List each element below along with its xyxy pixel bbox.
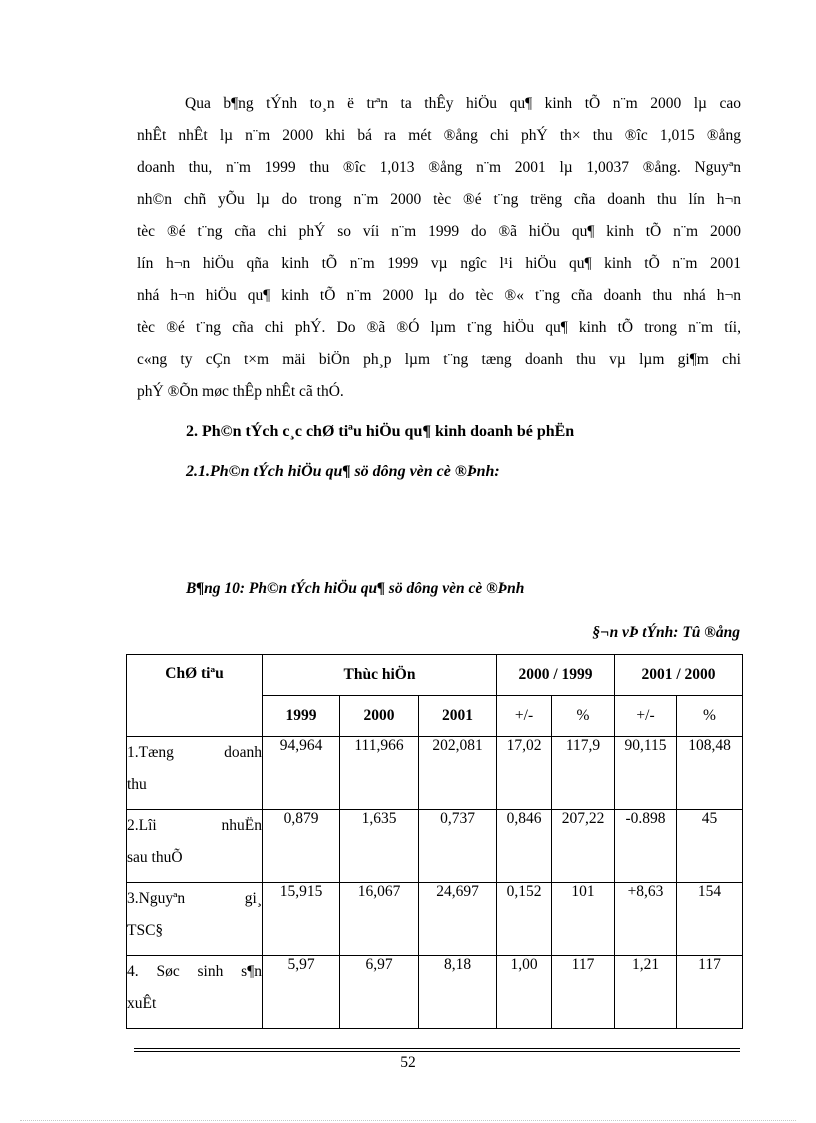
header-actual: Thùc hiÖn xyxy=(263,655,497,696)
cell: 5,97 xyxy=(263,956,340,1029)
row-label xyxy=(127,810,263,883)
row-label xyxy=(127,737,263,810)
paragraph-line: c«ng ty cÇn t×m mäi biÖn ph¸p lµm t¨ng tæng doanh thu vµ lµm gi¶m chi xyxy=(137,351,741,368)
row-label-line: 2.Lîi nhuËn xyxy=(127,817,262,834)
row-label-line: thu xyxy=(127,776,147,793)
subheader-diff: +/- xyxy=(615,696,677,737)
cell: 117 xyxy=(552,956,615,1029)
cell: 117,9 xyxy=(552,737,615,810)
table-row xyxy=(127,956,743,1029)
cell: 45 xyxy=(677,810,743,883)
cell: 15,915 xyxy=(263,883,340,956)
row-label-line: sau thuÕ xyxy=(127,849,183,866)
cell: 24,697 xyxy=(419,883,497,956)
row-label-line: 3.Nguyªn gi¸ xyxy=(127,890,262,907)
cell: 1,635 xyxy=(340,810,419,883)
paragraph-line: tèc ®é t¨ng cña chi phÝ so víi n¨m 1999 do ®ã hiÖu qu¶ kinh tÕ n¨m 2000 xyxy=(137,223,741,240)
cell: 17,02 xyxy=(497,737,552,810)
paragraph-line: tèc ®é t¨ng cña chi phÝ. Do ®ã ®Ó lµm t¨ng hiÖu qu¶ kinh tÕ trong n¨m tíi, xyxy=(137,319,741,336)
table-row xyxy=(127,737,743,810)
cell: 111,966 xyxy=(340,737,419,810)
cell: 117 xyxy=(677,956,743,1029)
row-label-line: xuÊt xyxy=(127,995,157,1012)
paragraph-line: phÝ ®Õn møc thÊp nhÊt cã thÓ. xyxy=(137,383,344,400)
page-number: 52 xyxy=(400,1054,416,1071)
cell: 202,081 xyxy=(419,737,497,810)
cell: 6,97 xyxy=(340,956,419,1029)
paragraph-line: lín h¬n hiÖu qña kinh tÕ n¨m 1999 vµ ngîc l¹i hiÖu qu¶ kinh tÕ n¨m 2001 xyxy=(137,255,741,272)
footer-rule xyxy=(134,1051,740,1052)
cell: 8,18 xyxy=(419,956,497,1029)
page-edge-divider xyxy=(20,1120,796,1121)
cell: 108,48 xyxy=(677,737,743,810)
header-compare-2001-2000: 2001 / 2000 xyxy=(615,655,743,696)
subheader-percent: % xyxy=(552,696,615,737)
cell: 16,067 xyxy=(340,883,419,956)
paragraph-line: doanh thu, n¨m 1999 thu ®îc 1,013 ®ång n¨m 2001 lµ 1,0037 ®ång. Nguyªn xyxy=(137,159,741,176)
header-indicator: ChØ tiªu xyxy=(127,655,263,737)
cell: +8,63 xyxy=(615,883,677,956)
cell: 1,00 xyxy=(497,956,552,1029)
body-paragraph xyxy=(137,88,741,408)
subheader-diff: +/- xyxy=(497,696,552,737)
cell: 207,22 xyxy=(552,810,615,883)
cell: 90,115 xyxy=(615,737,677,810)
section-heading: 2. Ph©n tÝch c¸c chØ tiªu hiÖu qu¶ kinh doanh bé phËn xyxy=(186,423,575,440)
unit-note: §¬n vÞ tÝnh: Tû ®ång xyxy=(592,624,740,641)
paragraph-line: nhÊt nhÊt lµ n¨m 2000 khi bá ra mét ®ång chi phÝ th× thu ®îc 1,015 ®ång xyxy=(137,127,741,144)
cell: 154 xyxy=(677,883,743,956)
cell: 94,964 xyxy=(263,737,340,810)
table-caption: B¶ng 10: Ph©n tÝch hiÖu qu¶ sö dông vèn cè ®Þnh xyxy=(186,580,525,597)
row-label xyxy=(127,956,263,1029)
subheader-2001: 2001 xyxy=(419,696,497,737)
analysis-table xyxy=(126,654,743,1029)
row-label xyxy=(127,883,263,956)
footer-rule xyxy=(134,1048,740,1049)
row-label-line: 1.Tæng doanh xyxy=(127,744,262,761)
paragraph-line: Qua b¶ng tÝnh to¸n ë trªn ta thÊy hiÖu qu¶ kinh tÕ n¨m 2000 lµ cao xyxy=(185,95,741,112)
paragraph-line: nh©n chñ yÕu lµ do trong n¨m 2000 tèc ®é t¨ng trëng cña doanh thu lín h¬n xyxy=(137,191,741,208)
cell: 0,846 xyxy=(497,810,552,883)
cell: 1,21 xyxy=(615,956,677,1029)
paragraph-line: nhá h¬n hiÖu qu¶ kinh tÕ n¨m 2000 lµ do tèc ®« t¨ng cña doanh thu nhá h¬n xyxy=(137,287,741,304)
subheader-percent: % xyxy=(677,696,743,737)
subheader-2000: 2000 xyxy=(340,696,419,737)
table-row xyxy=(127,883,743,956)
table-row xyxy=(127,810,743,883)
header-compare-2000-1999: 2000 / 1999 xyxy=(497,655,615,696)
cell: 0,879 xyxy=(263,810,340,883)
subheader-1999: 1999 xyxy=(263,696,340,737)
cell: 101 xyxy=(552,883,615,956)
cell: 0,152 xyxy=(497,883,552,956)
cell: -0.898 xyxy=(615,810,677,883)
row-label-line: TSC§ xyxy=(127,922,164,939)
table-header-row xyxy=(127,655,743,696)
cell: 0,737 xyxy=(419,810,497,883)
subsection-heading: 2.1.Ph©n tÝch hiÖu qu¶ sö dông vèn cè ®Þnh: xyxy=(186,463,500,480)
row-label-line: 4. Søc sinh s¶n xyxy=(127,963,262,980)
